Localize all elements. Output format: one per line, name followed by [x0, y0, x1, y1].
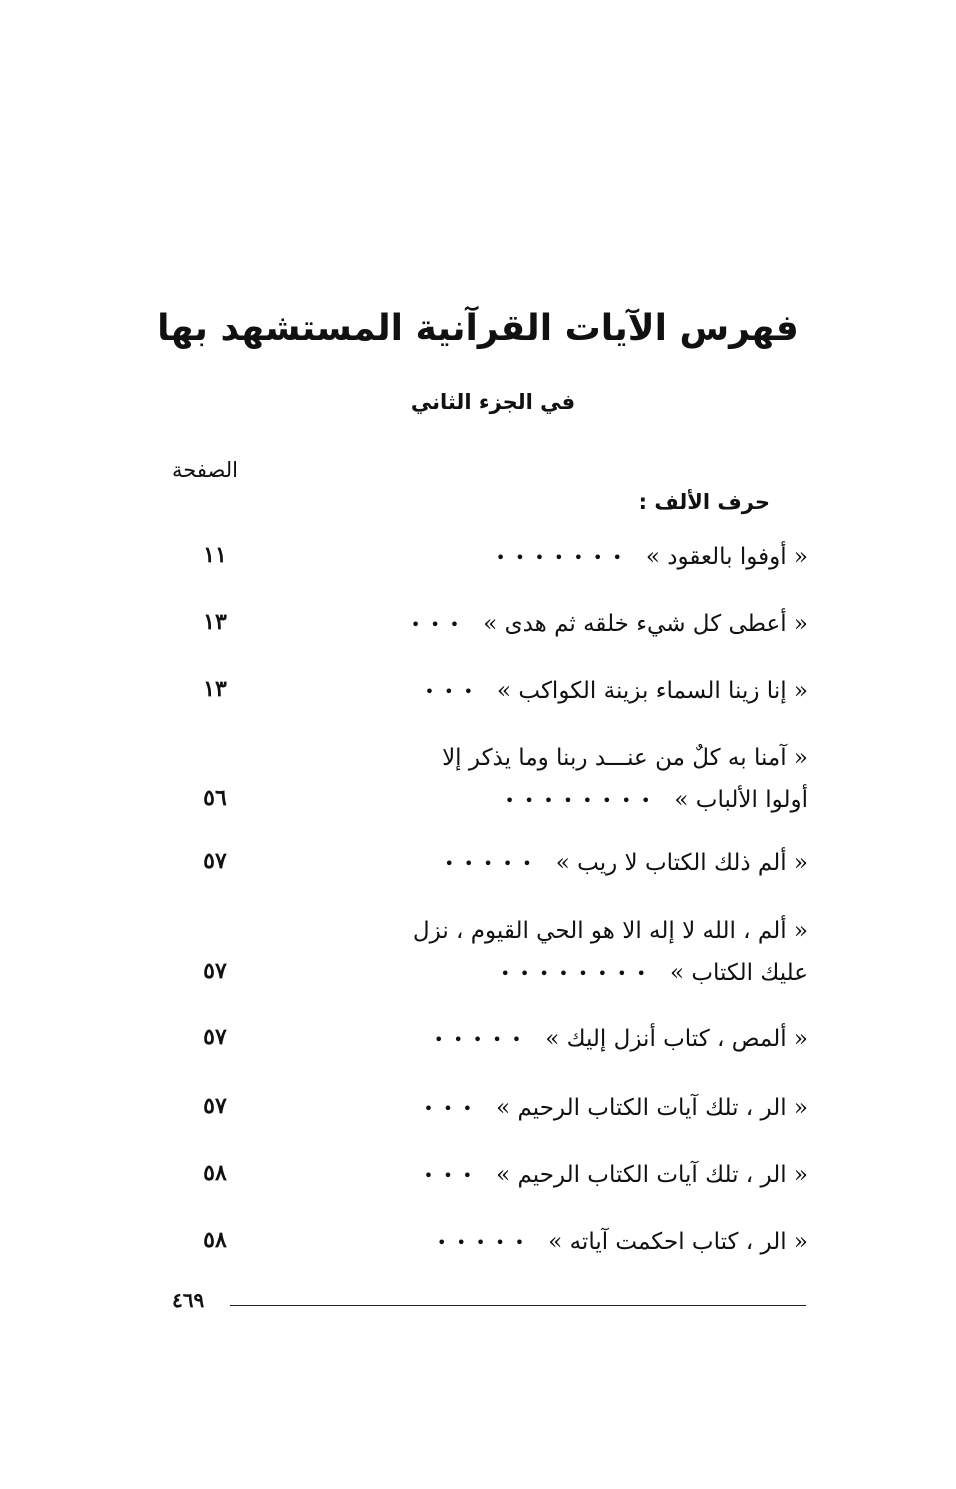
leader-dots: ••••••••: [504, 791, 661, 810]
verse-text: « أعطى كل شيء خلقه ثم هدى »: [483, 611, 808, 637]
leader-dots: ••••••••: [500, 964, 656, 983]
leader-dots: •••: [423, 1099, 483, 1118]
verse-text: « ألمص ، كتاب أنزل إليك »: [545, 1026, 808, 1052]
entry-page-number: ٥٧: [203, 1093, 227, 1119]
entry-line: [368, 842, 808, 885]
leader-dots: •••••: [434, 1030, 532, 1049]
verse-text: « أوفوا بالعقود »: [645, 544, 808, 570]
entry-text: [368, 910, 808, 995]
entry-line: [368, 1087, 808, 1130]
page-title: فهرس الآيات القرآنية المستشهد بها: [157, 308, 799, 349]
verse-text: « ألم ذلك الكتاب لا ريب »: [555, 850, 808, 876]
entry-page-number: ٥٨: [203, 1160, 227, 1186]
entry-line: [368, 1018, 808, 1061]
leader-dots: •••••••: [495, 548, 632, 567]
section-heading: حرف الألف :: [638, 490, 770, 514]
entry-text: [368, 1221, 808, 1264]
verse-text: « إنا زينا السماء بزينة الكواكب »: [497, 678, 808, 704]
entry-text: [368, 1087, 808, 1130]
entry-line: [368, 952, 808, 995]
footer-rule: [230, 1305, 806, 1306]
entry-line: [368, 1221, 808, 1264]
page-subtitle: في الجزء الثاني: [410, 390, 576, 414]
entry-line: « ألم ، الله لا إله الا هو الحي القيوم ، نزل: [412, 918, 808, 944]
entry-page-number: ١١: [203, 542, 227, 568]
entry-text: [368, 603, 808, 646]
leader-dots: •••••: [444, 854, 542, 873]
entry-page-number: ٥٧: [203, 958, 227, 984]
entry-page-number: ٥٨: [203, 1227, 227, 1253]
entry-text: [368, 842, 808, 885]
entry-page-number: ٥٧: [203, 848, 227, 874]
entry-page-number: ١٣: [203, 609, 227, 635]
verse-text: عليك الكتاب »: [669, 960, 808, 986]
leader-dots: •••: [423, 1166, 483, 1185]
entry-text: [368, 737, 808, 822]
verse-text: « الر ، تلك آيات الكتاب الرحيم »: [496, 1095, 808, 1121]
entry-line: « آمنا به كلٌ من عنـــد ربنا وما يذكر إلا: [442, 745, 808, 771]
page-column-label: الصفحة: [172, 458, 238, 482]
entry-text: [368, 536, 808, 579]
entry-line: [368, 779, 808, 822]
footer-page-number: ٤٦٩: [172, 1288, 205, 1312]
verse-text: « الر ، كتاب احكمت آياته »: [548, 1229, 808, 1255]
verse-text: أولوا الألباب »: [674, 787, 808, 813]
entry-text: [368, 1154, 808, 1197]
entry-page-number: ٥٧: [203, 1024, 227, 1050]
entry-line: [368, 603, 808, 646]
entry-page-number: ٥٦: [203, 785, 227, 811]
entry-text: [368, 670, 808, 713]
leader-dots: •••: [410, 615, 470, 634]
entry-page-number: ١٣: [203, 676, 227, 702]
leader-dots: •••••: [437, 1233, 535, 1252]
leader-dots: •••: [424, 682, 484, 701]
verse-text: « الر ، تلك آيات الكتاب الرحيم »: [496, 1162, 808, 1188]
entry-line: [368, 536, 808, 579]
entry-line: [368, 1154, 808, 1197]
entry-line: [368, 670, 808, 713]
entry-text: [368, 1018, 808, 1061]
